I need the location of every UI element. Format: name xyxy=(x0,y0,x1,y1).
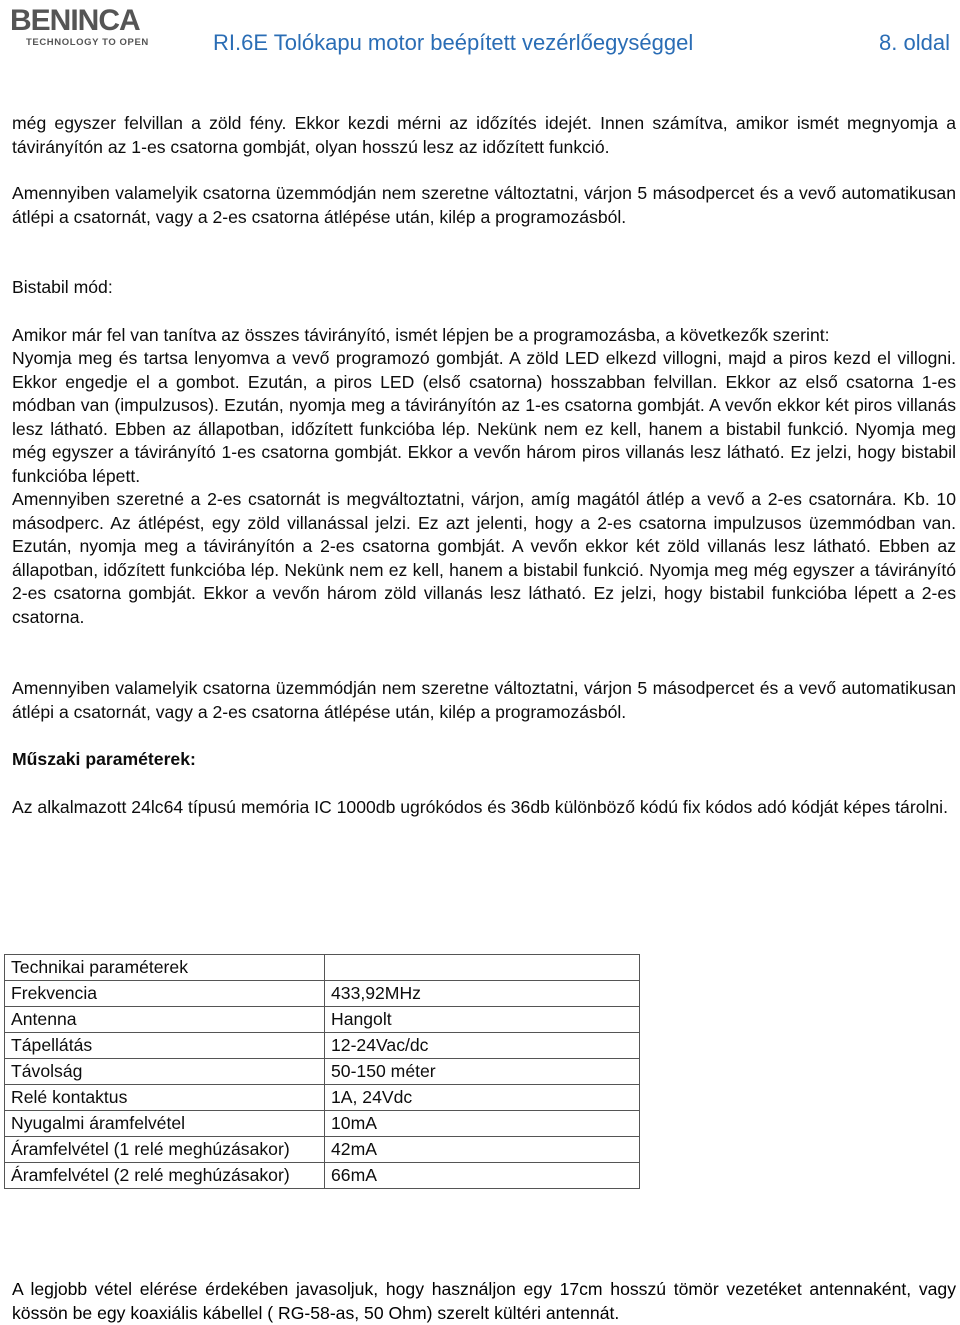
table-row xyxy=(5,1059,640,1085)
table-row xyxy=(5,1137,640,1163)
table-row xyxy=(5,1163,640,1189)
paragraph-timer-continued: még egyszer felvillan a zöld fény. Ekkor kezdi mérni az időzítés idejét. Innen számítva, amikor ismét megnyomja a távirányítón az 1-es csatorna gombját, olyan hosszú lesz az időzített funkció. xyxy=(12,113,956,157)
param-label: Antenna xyxy=(5,1007,325,1033)
param-label: Relé kontaktus xyxy=(5,1085,325,1111)
page-header xyxy=(0,0,960,72)
paragraph-antenna-advice: A legjobb vétel elérése érdekében javasoljuk, hogy használjon egy 17cm hosszú tömör vezetéket antennaként, vagy kössön be egy koaxiális kábellel ( RG-58-as, 50 Ohm) szerelt kültéri antennát. xyxy=(12,1279,956,1323)
table-row xyxy=(5,1033,640,1059)
document-title: RI.6E Tolókapu motor beépített vezérlőegységgel xyxy=(213,30,694,55)
paragraph-skip-channel: Amennyiben valamelyik csatorna üzemmódján nem szeretne változtatni, várjon 5 másodpercet és a vevő automatikusan átlépi a csatornát, vagy a 2-es csatorna átlépése után, kilép a programozásból. xyxy=(12,183,956,227)
table-row xyxy=(5,955,640,981)
table-row xyxy=(5,1085,640,1111)
param-value xyxy=(325,955,640,981)
param-value: 12-24Vac/dc xyxy=(325,1033,640,1059)
param-label: Áramfelvétel (1 relé meghúzásakor) xyxy=(5,1137,325,1163)
param-value: Hangolt xyxy=(325,1007,640,1033)
param-value: 50-150 méter xyxy=(325,1059,640,1085)
logo-wordmark: BENINCA xyxy=(10,4,140,37)
param-label: Távolság xyxy=(5,1059,325,1085)
param-label: Nyugalmi áramfelvétel xyxy=(5,1111,325,1137)
paragraph-skip-channel-repeat: Amennyiben valamelyik csatorna üzemmódján nem szeretne változtatni, várjon 5 másodpercet és a vevő automatikusan átlépi a csatornát, vagy a 2-es csatorna átlépése után, kilép a programozásból. xyxy=(12,678,956,722)
param-label: Tápellátás xyxy=(5,1033,325,1059)
param-value: 10mA xyxy=(325,1111,640,1137)
table-row xyxy=(5,1007,640,1033)
page-number: 8. oldal xyxy=(879,30,950,55)
beninca-logo xyxy=(10,4,170,52)
param-value: 1A, 24Vdc xyxy=(325,1085,640,1111)
param-value: 42mA xyxy=(325,1137,640,1163)
heading-technical-parameters: Műszaki paraméterek: xyxy=(12,749,196,769)
logo-tagline: TECHNOLOGY TO OPEN xyxy=(26,37,149,48)
heading-bistabil: Bistabil mód: xyxy=(12,277,113,297)
paragraph-memory-ic: Az alkalmazott 24lc64 típusú memória IC 1000db ugrókódos és 36db különböző kódú fix kódos adó kódját képes tárolni. xyxy=(12,796,948,817)
paragraph-channel-2: Amennyiben szeretné a 2-es csatornát is megváltoztatni, várjon, amíg magától átlép a vevő a 2-es csatornára. Kb. 10 másodperc. Az átlépést, egy zöld villanással jelzi. Ez azt jelenti, hogy a 2-es csatorna impulzusos üzemmódban van. Ezután, nyomja meg a távirányítón a 2-es csatorna gombját. A vevőn ekkor két zöld villanás lesz látható. Ebben az állapotban, időzített funkcióba lép. Nekünk nem ez kell, hanem a bistabil funkció. Nyomja meg még egyszer a távirányító 2-es csatorna gombját. Ekkor a vevőn három zöld villanás lesz látható. Ez jelzi, hogy bistabil funkcióba lépett a 2-es csatorna. xyxy=(12,489,956,627)
param-label: Áramfelvétel (2 relé meghúzásakor) xyxy=(5,1163,325,1189)
param-value: 433,92MHz xyxy=(325,981,640,1007)
table-row xyxy=(5,981,640,1007)
param-label: Frekvencia xyxy=(5,981,325,1007)
paragraph-bistabil-intro: Amikor már fel van tanítva az összes távirányító, ismét lépjen be a programozásba, a következők szerint: xyxy=(12,324,830,345)
table-row xyxy=(5,1111,640,1137)
paragraph-channel-1: Nyomja meg és tartsa lenyomva a vevő programozó gombját. A zöld LED elkezd villogni, majd a piros kezd el villogni. Ekkor engedje el a gombot. Ezután, a piros LED (első csatorna) hosszabban felvillan. Ekkor az első csatorna 1-es módban van (impulzusos). Ezután, nyomja meg a távirányítón az 1-es csatorna gombját. A vevőn ekkor két piros villanás lesz látható. Ebben az állapotban, időzített funkcióba lép. Nekünk nem ez kell, hanem a bistabil funkció. Nyomja meg még egyszer a távirányító 1-es csatorna gombját. Ekkor a vevőn három piros villanás lesz látható. Ez jelzi, hogy bistabil funkcióba lépett. xyxy=(12,348,956,486)
param-label: Technikai paraméterek xyxy=(5,955,325,981)
document-body xyxy=(12,112,956,819)
technical-parameters-table xyxy=(4,954,640,1189)
param-value: 66mA xyxy=(325,1163,640,1189)
